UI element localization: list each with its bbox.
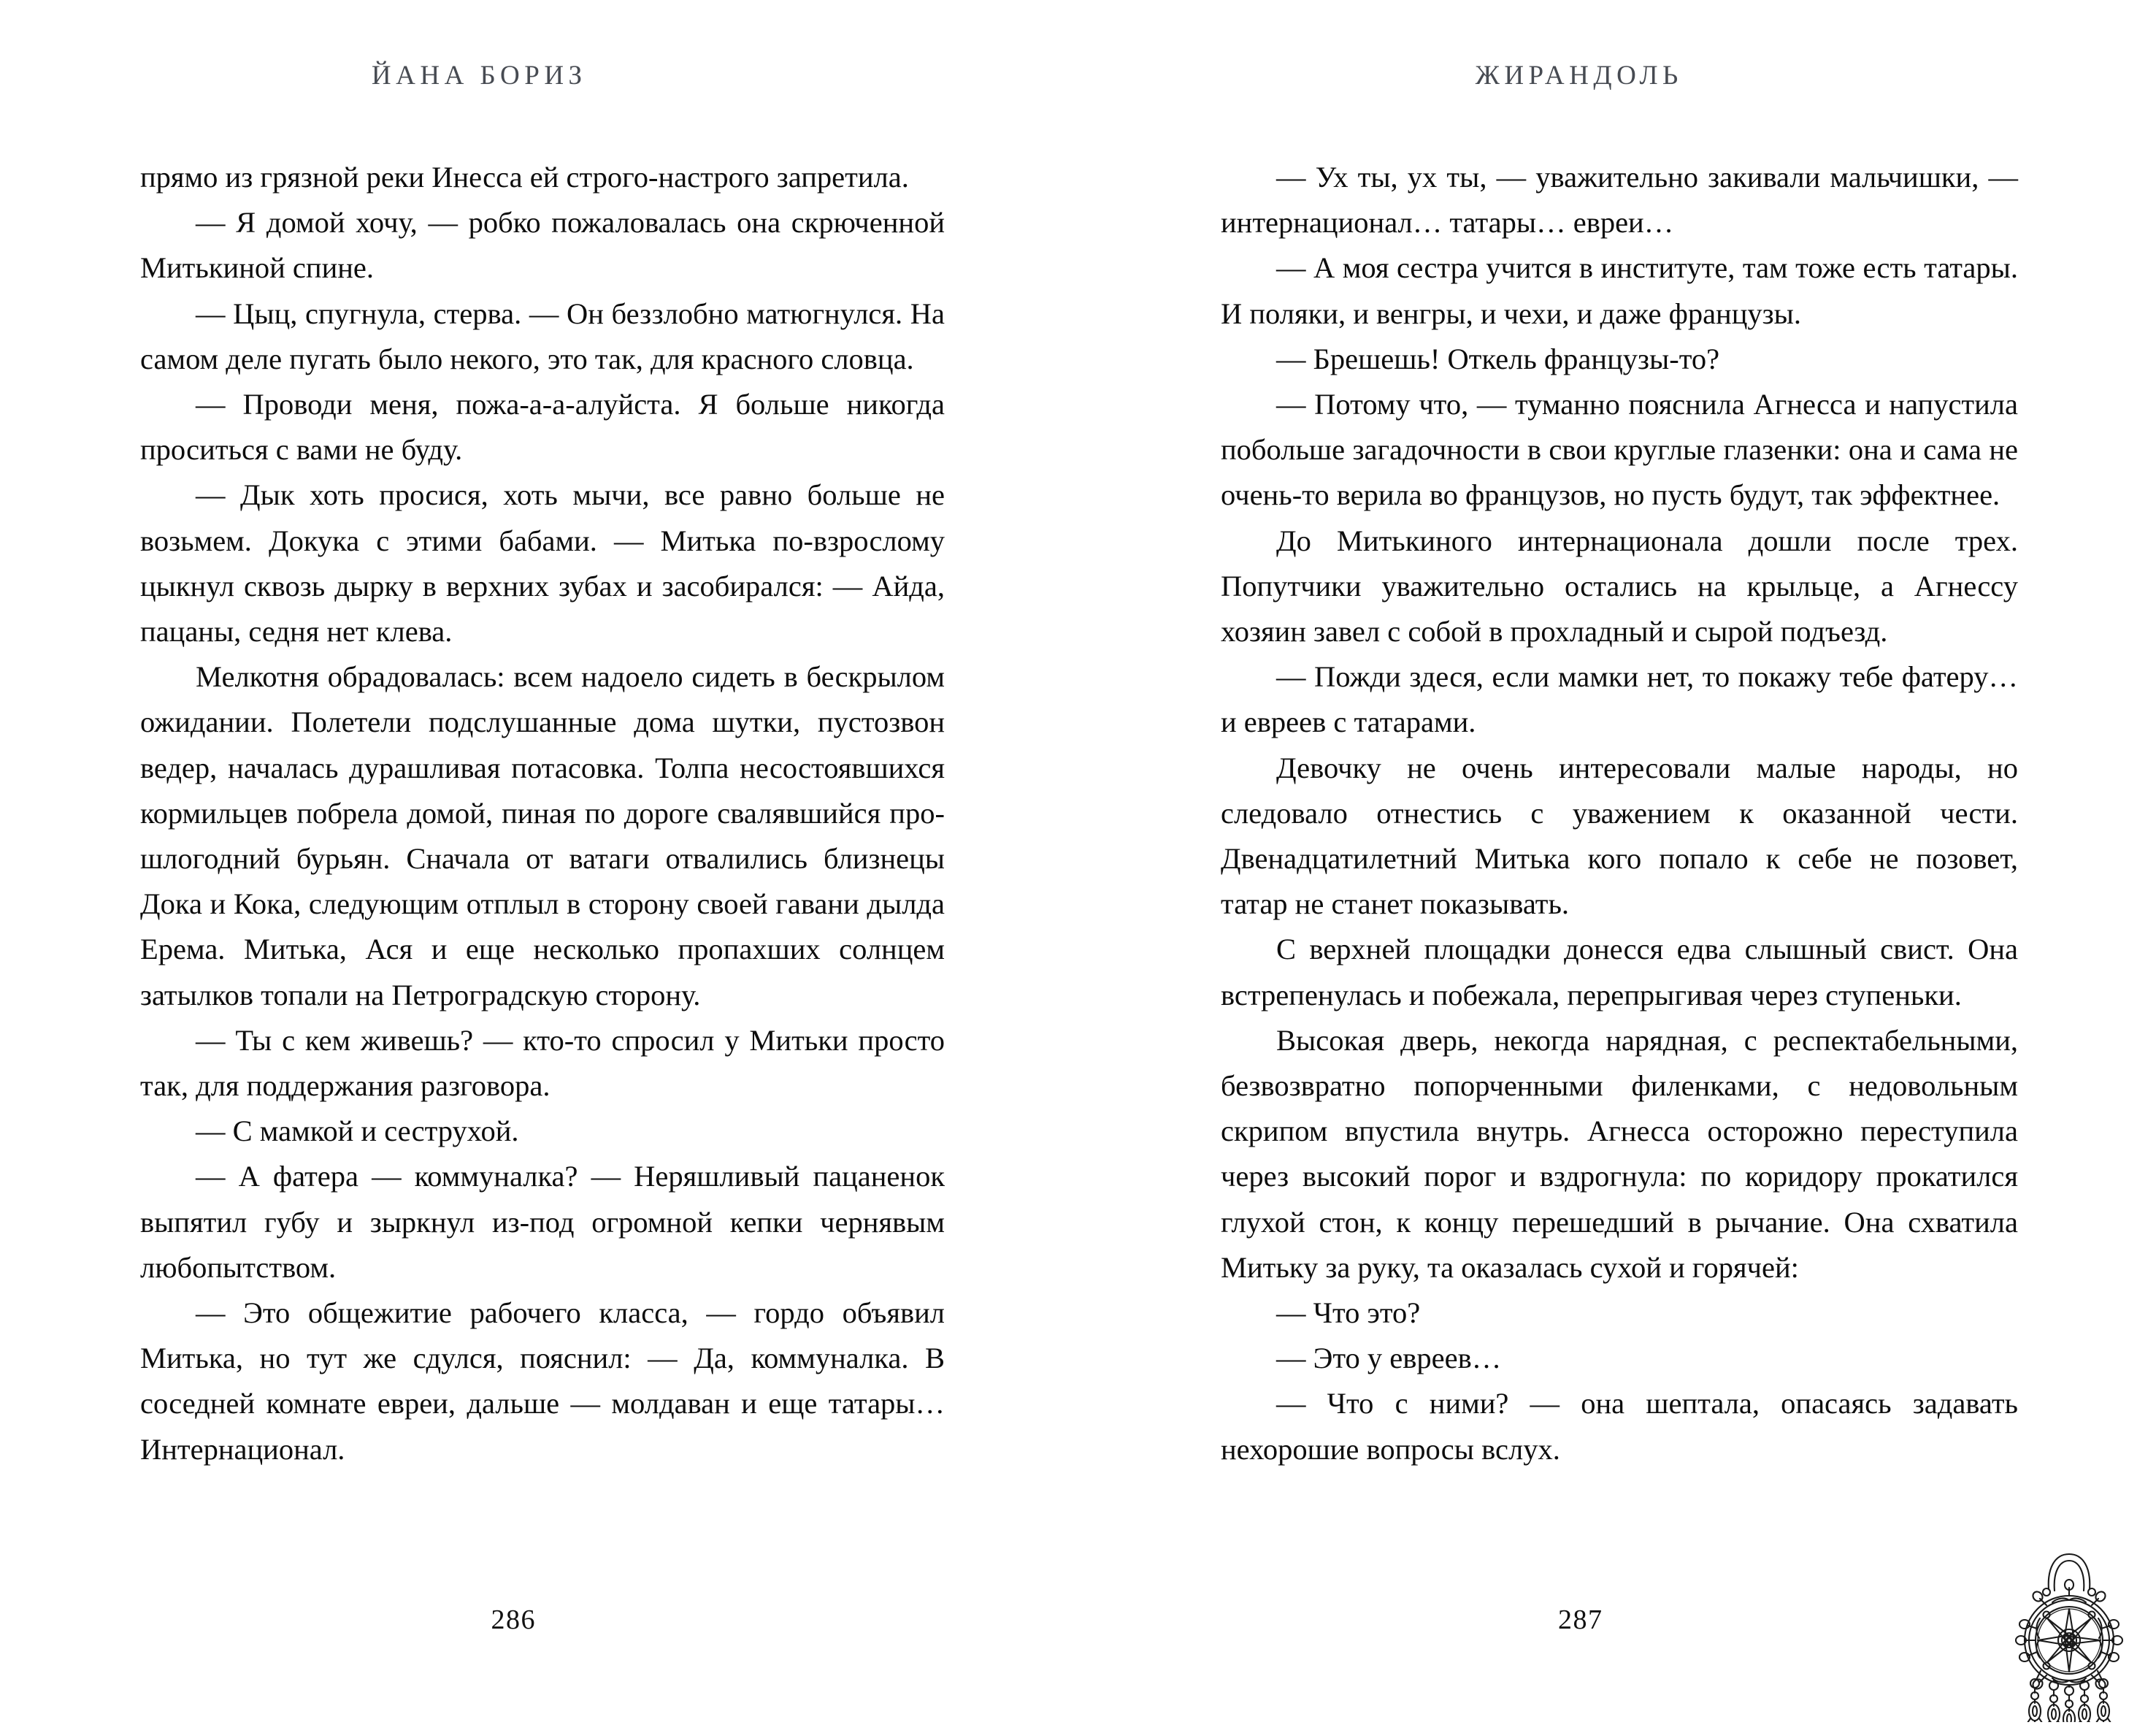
paragraph: — А моя сестра учится в институте, там тоже есть татары. И поляки, и венгры, и чехи, и даже французы. <box>1221 251 2018 330</box>
page-column-left <box>140 155 945 1472</box>
paragraph: Девочку не очень интересовали малые народы, но следовало отнестись с уважением к оказанной чести. Двенадцатилетний Митька кого попало к себе не позовет, татар не станет показывать. <box>1221 751 2018 921</box>
page-column-right <box>1221 155 2018 1472</box>
paragraph: — Что это? <box>1276 1296 1421 1330</box>
running-head-author: ЙАНА БОРИЗ <box>371 61 587 91</box>
running-head-right-cell <box>1078 60 2156 104</box>
paragraph: — Брешешь! Откель французы-то? <box>1276 342 1720 375</box>
paragraph: Мелкотня обрадовалась: всем надоело сидеть в бескрылом ожидании. Полетели подслушанные дома шутки, пустозвон ведер, началась дурашливая потасовка. Толпа несостоявшихся кормильцев побрела домой, пиная по дороге свалявшийся прошлогодний бурьян. Сначала от ватаги отвалились близнецы Дока и Кока, следующим отплыл в сторону своей гавани дылда Ерема. Митька, Ася и еще несколько пропахших солнцем затылков топали на Петроградскую сторону. <box>140 660 945 1011</box>
paragraph: — Ух ты, ух ты, — уважительно закивали мальчишки, — интернационал… татары… евреи… <box>1221 161 2018 240</box>
paragraph: — Пожди здеся, если мамки нет, то покажу тебе фатеру… и евреев с татарами. <box>1221 660 2018 739</box>
folio-right-cell <box>1078 1604 2156 1655</box>
folios <box>0 1604 2156 1655</box>
paragraph: — Это у евреев… <box>1276 1342 1502 1375</box>
paragraph: — Дык хоть просися, хоть мычи, все равно больше не возьмем. Докука с этими бабами. — Митька по-взрослому цыкнул сквозь дырку в верхних зубах и засобирался: — Айда, пацаны, седня нет клева. <box>140 478 945 649</box>
running-head-title: ЖИРАНДОЛЬ <box>1475 61 1683 91</box>
running-head-left-cell <box>0 60 1078 104</box>
page-number-left: 286 <box>491 1604 536 1635</box>
running-heads <box>0 60 2156 104</box>
paragraph: До Митькиного интернационала дошли после трех. Попутчики уважительно остались на крыльце, а Агнессу хозяин завел с собой в прохладный и сырой подъезд. <box>1221 524 2018 649</box>
pendant-ornament-icon <box>2006 1541 2132 1722</box>
paragraph: — А фатера — коммуналка? — Неряшливый пацаненок выпятил губу и зыркнул из-под огромной кепки чернявым любопытством. <box>140 1160 945 1284</box>
paragraph: — Цыц, спугнула, стерва. — Он беззлобно матюгнулся. На самом деле пугать было некого, это так, для красного словца. <box>140 297 945 375</box>
paragraph: Высокая дверь, некогда нарядная, с респектабельными, безвозвратно попорченными филенками, с недовольным скрипом впустила внутрь. Агнесса осторожно переступила через высокий порог и вздрогнула: по коридору прокатился глухой стон, к концу перешедший в рычание. Она схватила Митьку за руку, та оказалась сухой и горячей: <box>1221 1023 2018 1284</box>
paragraph: — Ты с кем живешь? — кто-то спросил у Митьки просто так, для поддержания разговора. <box>140 1023 945 1103</box>
paragraph: прямо из грязной реки Инесса ей строго-настрого запретила. <box>140 161 909 194</box>
folio-left-cell <box>0 1604 1078 1655</box>
paragraph: — Что с ними? — она шептала, опасаясь задавать нехорошие вопросы вслух. <box>1221 1387 2018 1466</box>
page-number-right: 287 <box>1558 1604 1603 1635</box>
text-columns <box>0 155 2156 1564</box>
paragraph: — Потому что, — туманно пояснила Агнесса и напустила побольше загадочности в свои круглые глазенки: она и сама не очень-то верила во французов, но пусть будут, так эффектнее. <box>1221 388 2018 512</box>
paragraph: — Это общежитие рабочего класса, — гордо объявил Митька, но тут же сдулся, пояснил: — Да, коммуналка. В соседней комнате евреи, дальше — молдаван и еще татары… Интернационал. <box>140 1296 945 1466</box>
paragraph: — С мамкой и сеструхой. <box>196 1114 519 1148</box>
paragraph: С верхней площадки донесся едва слышный свист. Она встрепенулась и побежала, перепрыгивая через ступеньки. <box>1221 933 2018 1011</box>
paragraph: — Проводи меня, пожа-а-а-алуйста. Я больше никогда проситься с вами не буду. <box>140 388 945 467</box>
paragraph: — Я домой хочу, — робко пожаловалась она скрюченной Митькиной спине. <box>140 206 945 285</box>
